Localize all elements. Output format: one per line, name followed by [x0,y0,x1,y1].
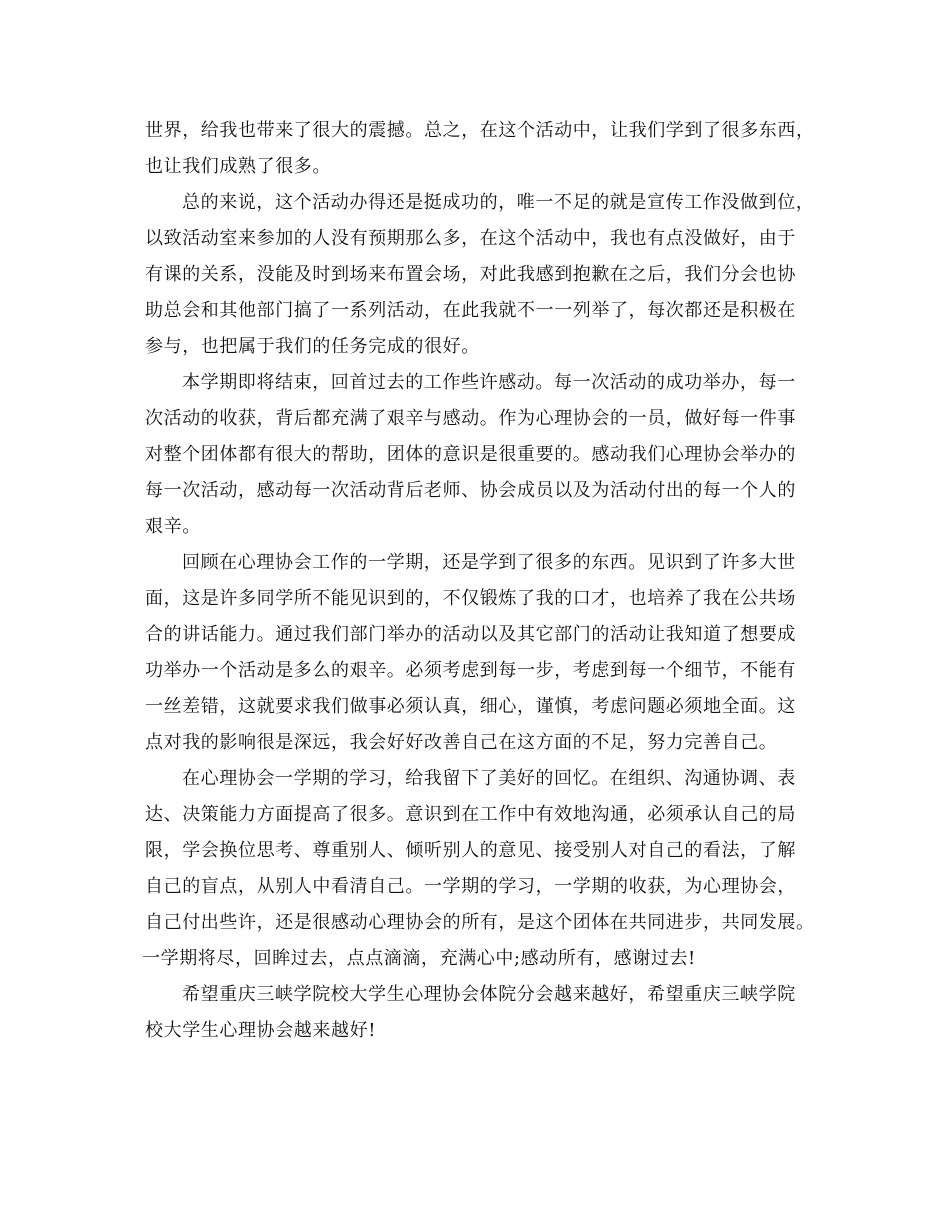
paragraph-3-line-4: 每一次活动，感动每一次活动背后老师、协会成员以及为活动付出的每一个人的 [145,480,796,501]
paragraph-5-line-3: 限，学会换位思考、尊重别人、倾听别人的意见、接受别人对自己的看法，了解 [145,840,796,861]
paragraph-2-line-4: 助总会和其他部门搞了一系列活动，在此我就不一一列举了，每次都还是积极在 [145,300,796,321]
paragraph-4-line-5: 一丝差错，这就要求我们做事必须认真，细心，谨慎，考虑问题必须地全面。这 [145,696,796,717]
paragraph-4-line-2: 面，这是许多同学所不能见识到的，不仅锻炼了我的口才，也培养了我在公共场 [145,588,796,609]
paragraph-4-line-3: 合的讲话能力。通过我们部门举办的活动以及其它部门的活动让我知道了想要成 [145,624,796,645]
text-line-2: 也让我们成熟了很多。 [145,156,331,177]
paragraph-4-line-4: 功举办一个活动是多么的艰辛。必须考虑到每一步，考虑到每一个细节，不能有 [145,660,796,681]
text-line-1: 世界，给我也带来了很大的震撼。总之，在这个活动中，让我们学到了很多东西， [145,120,815,141]
paragraph-3-line-1: 本学期即将结束，回首过去的工作些许感动。每一次活动的成功举办，每一 [182,372,796,393]
paragraph-3-line-5: 艰辛。 [145,516,201,537]
paragraph-5-line-5: 自己付出些许，还是很感动心理协会的所有，是这个团体在共同进步，共同发展。 [145,912,815,933]
paragraph-3-line-2: 次活动的收获，背后都充满了艰辛与感动。作为心理协会的一员，做好每一件事 [145,408,796,429]
paragraph-2-line-5: 参与，也把属于我们的任务完成的很好。 [145,336,480,357]
paragraph-4-line-1: 回顾在心理协会工作的一学期，还是学到了很多的东西。见识到了许多大世 [182,552,796,573]
paragraph-5-line-1: 在心理协会一学期的学习，给我留下了美好的回忆。在组织、沟通协调、表 [182,768,796,789]
paragraph-2-line-1: 总的来说，这个活动办得还是挺成功的，唯一不足的就是宣传工作没做到位， [182,192,815,213]
paragraph-6-line-2: 校大学生心理协会越来越好! [145,1020,377,1041]
paragraph-5-line-6: 一学期将尽，回眸过去，点点滴滴，充满心中;感动所有，感谢过去! [142,948,696,969]
paragraph-3-line-3: 对整个团体都有很大的帮助，团体的意识是很重要的。感动我们心理协会举办的 [145,444,796,465]
paragraph-4-line-6: 点对我的影响很是深远，我会好好改善自己在这方面的不足，努力完善自己。 [145,732,778,753]
paragraph-2-line-3: 有课的关系，没能及时到场来布置会场，对此我感到抱歉在之后，我们分会也协 [145,264,796,285]
document-body [142,113,815,1049]
paragraph-2-line-2: 以致活动室来参加的人没有预期那么多，在这个活动中，我也有点没做好，由于 [145,228,796,249]
paragraph-5-line-4: 自己的盲点，从别人中看清自己。一学期的学习，一学期的收获，为心理协会， [145,876,796,897]
paragraph-5-line-2: 达、决策能力方面提高了很多。意识到在工作中有效地沟通，必须承认自己的局 [145,804,796,825]
paragraph-6-line-1: 希望重庆三峡学院校大学生心理协会体院分会越来越好，希望重庆三峡学院 [182,984,796,1005]
